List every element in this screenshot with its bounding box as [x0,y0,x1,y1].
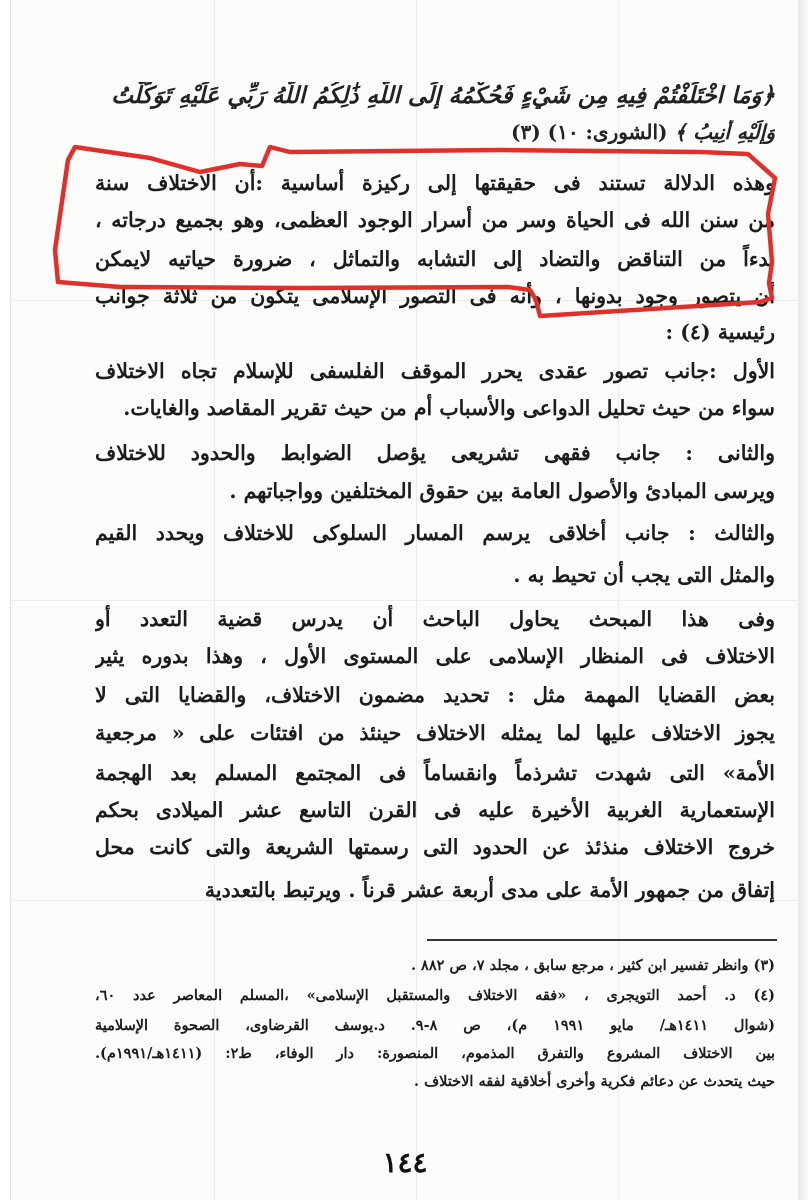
quran-verse-end: وَإِلَيْهِ أُنِيبُ ﴾ [674,120,775,144]
body-line: والثالث : جانب أخلاقى يرسم المسار السلوكى للاختلاف ويحدد القيم [95,521,775,545]
quran-verse-line-1: ﴿وَمَا اخْتَلَفْتُمْ فِيهِ مِن شَيْءٍ فَحُكْمُهُ إِلَى اللَّهِ ذَٰلِكُمُ اللَّهُ رَبِّي عَلَيْهِ تَوَكَّلْتُ [111,82,775,109]
quran-verse-line-2 [95,120,775,144]
body-line: رئيسية (٤) : [665,320,775,344]
page-number: ١٤٤ [382,1146,428,1179]
body-line: الأمة» التى شهدت تشرذماً وانقساماً فى المجتمع المسلم بعد الهجمة [95,761,775,785]
footnote-separator [427,939,777,941]
body-line: يجوز الاختلاف عليها لما يمثله الاختلاف حينئذ من افتئات على « مرجعية [95,721,775,745]
body-line: والثانى : جانب فقهى تشريعى يؤصل الضوابط والحدود للاختلاف [95,441,775,465]
body-line: من سنن الله فى الحياة وسر من أسرار الوجود العظمى، وهو بجميع درجاته ، [95,208,775,232]
footnote-line: (٤) د. أحمد التويجرى ، «فقه الاختلاف والمستقبل الإسلامى» ،المسلم المعاصر عدد ٦٠، [95,987,775,1004]
footnote-line: حيث يتحدث عن دعائم فكرية وأخرى أخلاقية لفقه الاختلاف . [414,1073,775,1090]
page-edge-shadow [798,0,808,1200]
body-line: ويرسى المبادئ والأصول العامة بين حقوق المختلفين وواجباتهم . [229,479,775,503]
body-line: الإستعمارية الغربية الأخيرة عليه فى القرن التاسع عشر الميلادى بحكم [95,798,775,822]
footnote-line: (٣) وانظر تفسير ابن كثير ، مرجع سابق ، مجلد ٧، ص ٨٨٢ . [410,957,775,974]
verse-citation: (الشورى: ١٠) (٣) [510,120,668,144]
body-line: والمثل التى يجب أن تحيط به . [513,563,775,587]
body-line: الأول :جانب تصور عقدى يحرر الموقف الفلسفى للإسلام تجاه الاختلاف [95,359,775,383]
body-line: الاختلاف فى المنظار الإسلامى على المستوى الأول ، وهذا بدوره يثير [95,644,775,668]
footnote-line: (شوال ١٤١١هـ/ مايو ١٩٩١ م)، ص ٨-٩. د.يوسف القرضاوى، الصحوة الإسلامية [95,1017,775,1034]
body-line: بعض القضايا المهمة مثل : تحديد مضمون الاختلاف، والقضايا التى لا [95,683,775,707]
photo-fold-line [10,600,798,601]
body-line: بدءاً من التناقض والتضاد إلى التشابه والتماثل ، ضرورة حياتيه لايمكن [95,247,775,271]
body-line: سواء من حيث تحليل الدواعى والأسباب أم من حيث تقرير المقاصد والغايات. [123,396,775,420]
footnote-line: بين الاختلاف المشروع والتفرق المذموم، المنصورة: دار الوفاء، ط٢: (١٤١١هـ/١٩٩١م). [95,1045,775,1062]
body-line: وهذه الدلالة تستند فى حقيقتها إلى ركيزة أساسية :أن الاختلاف سنة [95,171,775,195]
body-line: أن يتصور وجود بدونها ، وأنه فى التصور الإسلامى يتكون من ثلاثة جوانب [95,284,775,308]
body-line: إتفاق من جمهور الأمة على مدى أربعة عشر قرناً . ويرتبط بالتعددية [204,878,775,902]
body-line: وفى هذا المبحث يحاول الباحث أن يدرس قضية التعدد أو [95,607,775,631]
body-line: خروج الاختلاف منذئذ عن الحدود التى رسمتها الشريعة والتى كانت محل [95,835,775,859]
